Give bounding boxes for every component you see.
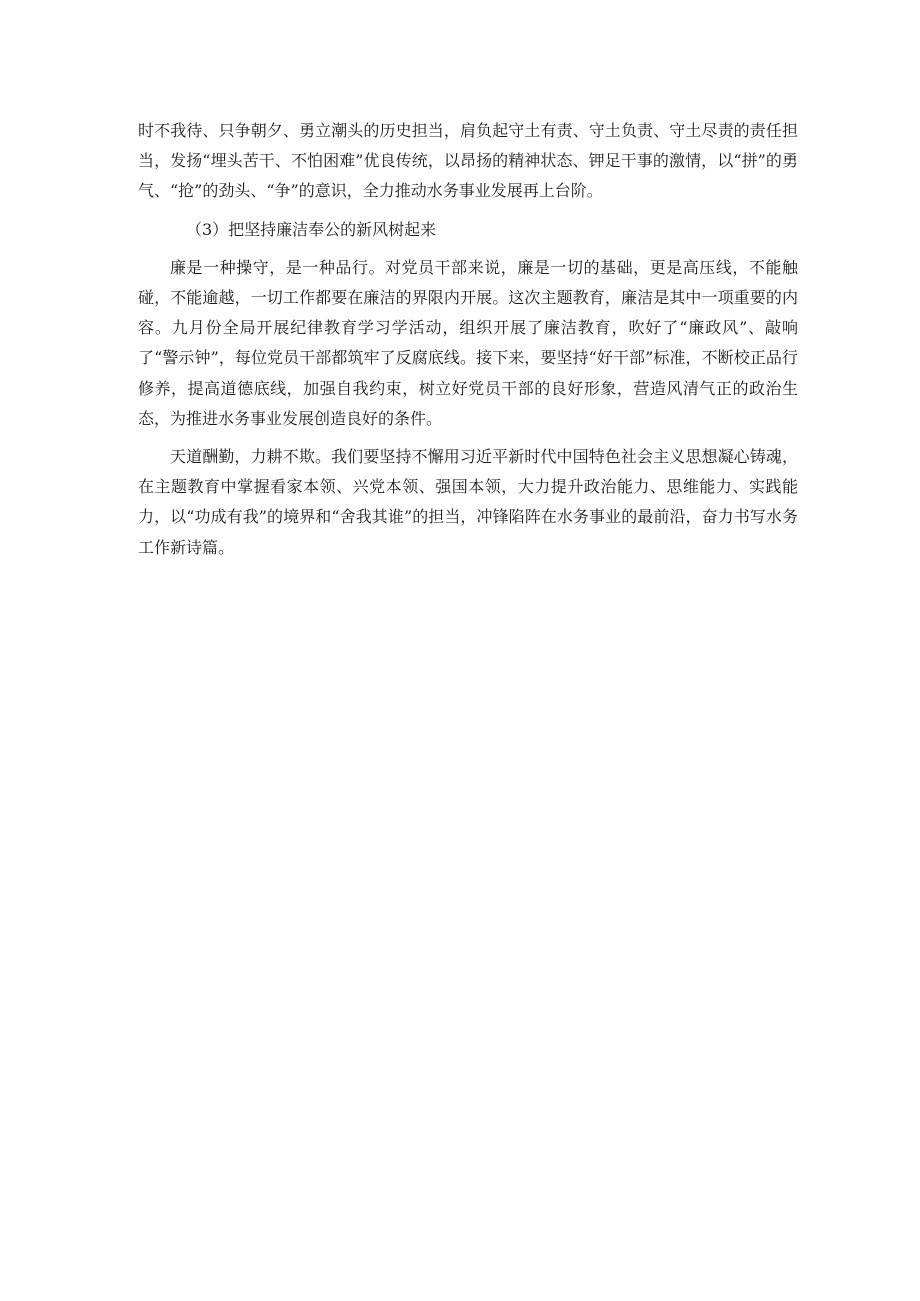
section-heading: （3）把坚持廉洁奉公的新风树起来 (186, 219, 437, 239)
body-paragraph-conclusion: 天道酬勤，力耕不欺。我们要坚持不懈用习近平新时代中国特色社会主义思想凝心铸魂，在主题教育中掌握看家本领、兴党本领、强国本领，大力提升政治能力、思维能力、实践能力，以“功成有我”的境界和“舍我其谁”的担当，冲锋陷阵在水务事业的最前沿，奋力书写水务工作新诗篇。 (138, 447, 798, 557)
body-paragraph-integrity: 廉是一种操守，是一种品行。对党员干部来说，廉是一切的基础，更是高压线，不能触碰，不能逾越，一切工作都要在廉洁的界限内开展。这次主题教育，廉洁是其中一项重要的内容。九月份全局开展纪律教育学习学活动，组织开展了廉洁教育，吹好了“廉政风”、敲响了“警示钟”，每位党员干部都筑牢了反腐底线。接下来，要坚持“好干部”标准，不断校正品行修养，提高道德底线，加强自我约束，树立好党员干部的良好形象，营造风清气正的政治生态，为推进水务事业发展创造良好的条件。 (138, 257, 798, 428)
continued-paragraph: 时不我待、只争朝夕、勇立潮头的历史担当，肩负起守土有责、守土负责、守土尽责的责任担当，发扬“埋头苦干、不怕困难”优良传统，以昂扬的精神状态、钾足干事的激情，以“拼”的勇气、“抢”的劲头、“争”的意识，全力推动水务事业发展再上台阶。 (138, 121, 798, 201)
document-body (138, 116, 798, 563)
